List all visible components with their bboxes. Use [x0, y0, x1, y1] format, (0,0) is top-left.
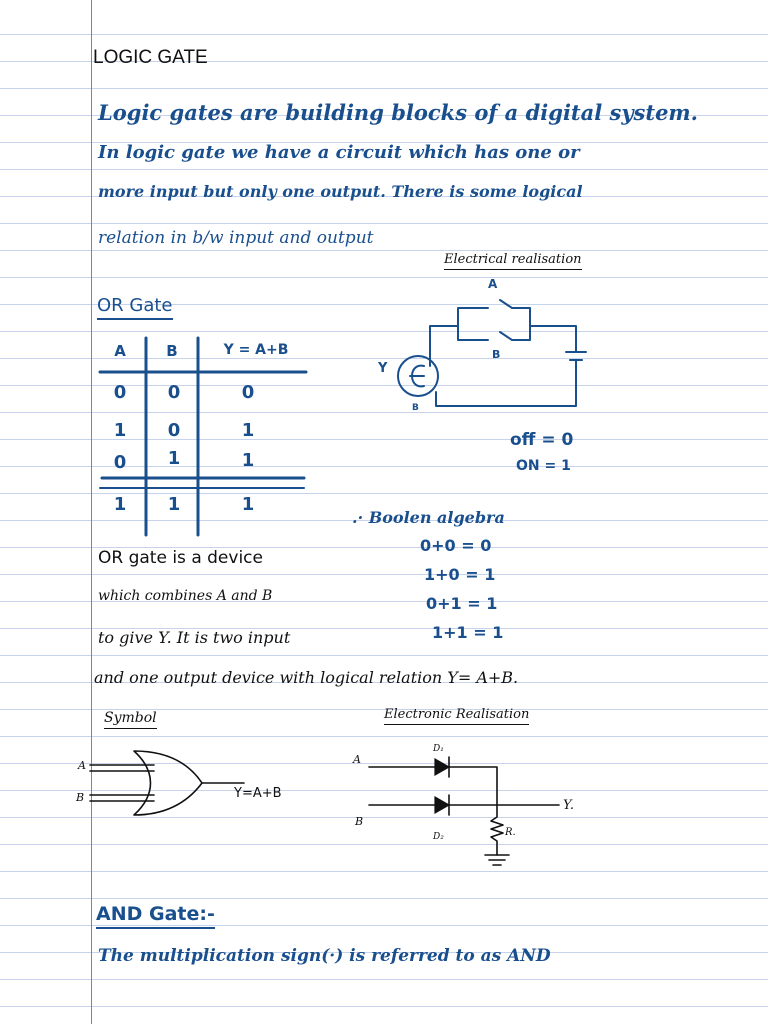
table-row-4-a: 1 — [113, 494, 127, 515]
page-title: LOGIC GATE — [93, 47, 208, 68]
table-header-a: A — [114, 342, 126, 360]
diode-d2-label: D₂ — [433, 832, 444, 842]
electrical-circuit — [360, 270, 620, 430]
electronic-label-a: A — [353, 753, 361, 766]
symbol-input-b: B — [76, 791, 85, 804]
table-row-3-b: 1 — [167, 448, 181, 469]
or-description-line-3: to give Y. It is two input — [98, 628, 291, 647]
electronic-circuit — [345, 735, 605, 875]
and-gate-heading: AND Gate:- — [96, 903, 215, 929]
table-header-y: Y = A+B — [223, 342, 289, 358]
or-gate-heading: OR Gate — [97, 295, 173, 320]
and-gate-line-1: The multiplication sign(·) is referred to as AND — [98, 946, 551, 966]
switch-a-label: A — [488, 277, 498, 291]
table-header-b: B — [166, 342, 178, 360]
electronic-output: Y. — [563, 798, 575, 813]
table-row-2-a: 1 — [113, 420, 127, 441]
boolean-heading: .· Boolen algebra — [352, 508, 505, 527]
or-gate-symbol — [70, 735, 310, 825]
off-label: off = 0 — [510, 430, 574, 450]
intro-line-3: more input but only one output. There is some logical — [98, 182, 583, 201]
symbol-output: Y=A+B — [234, 786, 282, 801]
intro-line-2: In logic gate we have a circuit which has one or — [98, 142, 580, 163]
table-row-4-y: 1 — [241, 494, 255, 515]
table-row-1-b: 0 — [167, 382, 181, 403]
intro-line-1: Logic gates are building blocks of a digital system. — [98, 100, 698, 125]
table-row-4-b: 1 — [167, 494, 181, 515]
electronic-label-b: B — [355, 815, 364, 828]
or-description-line-1: OR gate is a device — [98, 548, 263, 568]
table-row-2-y: 1 — [241, 420, 255, 441]
table-row-3-y: 1 — [241, 450, 255, 471]
resistor-label: R. — [505, 827, 516, 838]
electronic-heading: Electronic Realisation — [384, 707, 529, 725]
symbol-input-a: A — [78, 759, 86, 772]
boolean-eq-2: 1+0 = 1 — [424, 565, 496, 584]
table-row-1-y: 0 — [241, 382, 255, 403]
boolean-eq-1: 0+0 = 0 — [420, 536, 492, 555]
table-row-1-a: 0 — [113, 382, 127, 403]
bulb-b-label: B — [412, 403, 419, 413]
table-row-3-a: 0 — [113, 452, 127, 473]
bulb-y-label: Y — [378, 361, 388, 376]
table-row-2-b: 0 — [167, 420, 181, 441]
electrical-heading: Electrical realisation — [444, 252, 582, 270]
intro-line-4: relation in b/w input and output — [98, 228, 374, 248]
symbol-heading: Symbol — [104, 710, 157, 729]
boolean-eq-4: 1+1 = 1 — [432, 623, 504, 642]
switch-b-label: B — [492, 348, 501, 361]
on-label: ON = 1 — [516, 458, 571, 474]
diode-d1-label: D₁ — [433, 744, 444, 754]
or-description-line-4: and one output device with logical relation Y= A+B. — [94, 668, 519, 687]
or-description-line-2: which combines A and B — [98, 588, 273, 604]
boolean-eq-3: 0+1 = 1 — [426, 594, 498, 613]
